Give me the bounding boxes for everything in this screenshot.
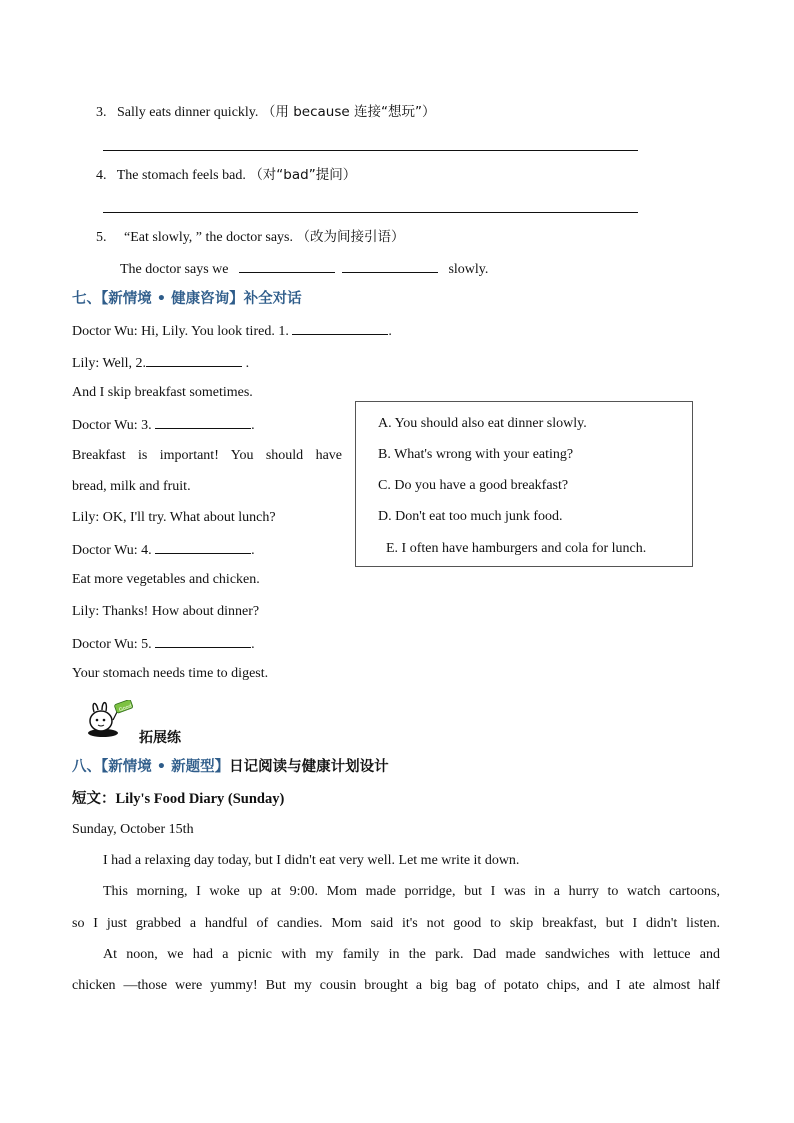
- dialogue-blank-3[interactable]: [155, 414, 251, 429]
- heading-text: 日记阅读与健康计划设计: [229, 759, 389, 775]
- passage-line: [103, 882, 720, 902]
- dialogue-text: Eat more vegetables and chicken.: [72, 572, 260, 587]
- item-5: [96, 227, 405, 248]
- item-hint: （用 because 连接“想玩”）: [261, 104, 436, 120]
- dialogue-text: Lily: Thanks! How about dinner?: [72, 604, 260, 619]
- extension-label: 拓展练: [139, 730, 181, 746]
- dialogue-text: Lily: OK, I'll try. What about lunch?: [72, 510, 276, 525]
- option-b: B. What's wrong with your eating?: [378, 447, 574, 462]
- passage-line: [103, 945, 720, 965]
- passage-line: I had a relaxing day today, but I didn't eat very well. Let me write it down.: [103, 853, 520, 868]
- rabbit-mascot-icon: [86, 700, 134, 738]
- option-e: E. I often have hamburgers and cola for lunch.: [386, 541, 647, 556]
- answer-line-3[interactable]: [103, 150, 638, 151]
- heading-tag: 【新情境 • 健康咨询】: [101, 291, 244, 307]
- dialogue-line: [72, 664, 268, 684]
- dialogue-blank-2[interactable]: [146, 352, 242, 367]
- item-sentence: Sally eats dinner quickly.: [117, 105, 259, 120]
- dialogue-end: .: [242, 356, 250, 371]
- dialogue-end: .: [388, 324, 392, 339]
- dialogue-text: Doctor Wu: Hi, Lily. You look tired. 1.: [72, 324, 289, 339]
- item-hint: （改为间接引语）: [296, 229, 405, 245]
- dialogue-end: .: [251, 637, 255, 652]
- dialogue-text: Doctor Wu: 4.: [72, 543, 152, 558]
- option-c: C. Do you have a good breakfast?: [378, 478, 569, 493]
- diary-date: Sunday, October 15th: [72, 822, 194, 837]
- options-box: [355, 401, 693, 567]
- item-5-answer: [120, 258, 488, 280]
- item-4: [96, 165, 356, 186]
- item-sentence: The stomach feels bad.: [116, 168, 246, 183]
- dialogue-line: [72, 383, 253, 403]
- section-8-heading: [72, 757, 389, 777]
- dialogue-line: [72, 602, 259, 622]
- heading-tag: 【新情境 • 新题型】: [101, 759, 230, 775]
- dialogue-text: And I skip breakfast sometimes.: [72, 385, 253, 400]
- blank-1[interactable]: [239, 258, 335, 273]
- dialogue-line: [72, 539, 255, 561]
- mascot-sign-label: Good: [118, 703, 133, 714]
- item-number: 3.: [96, 105, 107, 120]
- item-sentence: “Eat slowly, ” the doctor says.: [124, 230, 293, 245]
- dialogue-line: [72, 352, 249, 374]
- dialogue-line: [72, 446, 342, 466]
- dialogue-text: Doctor Wu: 5.: [72, 637, 152, 652]
- dialogue-line: [72, 414, 255, 436]
- dialogue-end: .: [251, 418, 255, 433]
- dialogue-text: bread, milk and fruit.: [72, 479, 191, 494]
- dialogue-end: .: [251, 543, 255, 558]
- item-number: 4.: [96, 168, 107, 183]
- dialogue-blank-5[interactable]: [155, 633, 251, 648]
- passage-title: 短文：Lily's Food Diary (Sunday): [72, 791, 285, 807]
- dialogue-text: Doctor Wu: 3.: [72, 418, 152, 433]
- heading-number: 八、: [72, 759, 101, 775]
- item-number: 5.: [96, 230, 107, 245]
- dialogue-blank-1[interactable]: [292, 320, 388, 335]
- dialogue-text: Your stomach needs time to digest.: [72, 666, 269, 681]
- dialogue-line: [72, 570, 260, 590]
- blank-2[interactable]: [342, 258, 438, 273]
- answer-suffix: slowly.: [448, 262, 489, 277]
- item-3: [96, 102, 435, 123]
- section-7-heading: [72, 289, 302, 309]
- passage-line: [72, 976, 720, 996]
- passage-text: chicken —those were yummy! But my cousin brought a big bag of potato chips, and I ate almost half: [72, 978, 720, 993]
- answer-line-4[interactable]: [103, 212, 638, 213]
- dialogue-line: [72, 477, 191, 497]
- passage-text: This morning, I woke up at 9:00. Mom made porridge, but I was in a hurry to watch cartoons,: [103, 884, 720, 899]
- heading-text: 补全对话: [243, 291, 302, 307]
- dialogue-line: [72, 508, 276, 528]
- passage-line: [72, 914, 720, 934]
- option-a: A. You should also eat dinner slowly.: [378, 416, 587, 431]
- dialogue-line: [72, 320, 392, 342]
- heading-number: 七、: [72, 291, 101, 307]
- dialogue-line: [72, 633, 255, 655]
- option-d: D. Don't eat too much junk food.: [378, 509, 563, 524]
- answer-prefix: The doctor says we: [120, 262, 229, 277]
- dialogue-text: Lily: Well, 2.: [72, 356, 147, 371]
- item-hint: （对“bad”提问）: [249, 167, 357, 183]
- passage-text: At noon, we had a picnic with my family in the park. Dad made sandwiches with lettuce and: [103, 947, 720, 962]
- passage-text: so I just grabbed a handful of candies. Mom said it's not good to skip breakfast, but I didn't listen.: [72, 916, 720, 931]
- dialogue-blank-4[interactable]: [155, 539, 251, 554]
- dialogue-text: Breakfast is important! You should have: [72, 448, 342, 463]
